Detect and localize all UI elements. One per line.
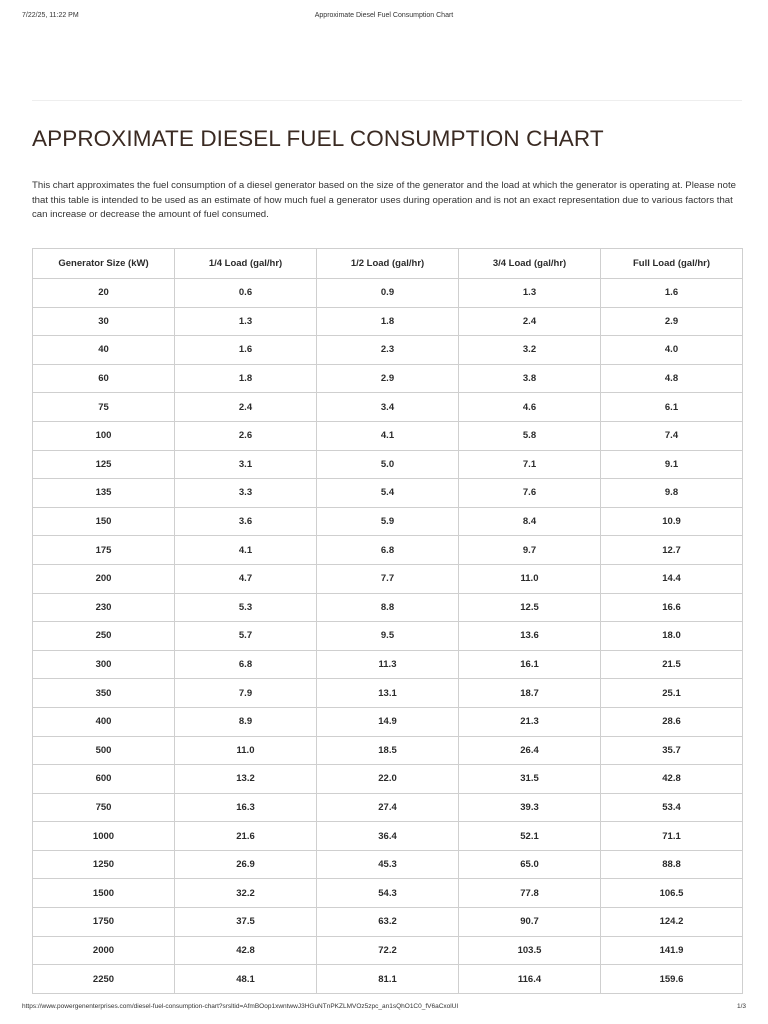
- fuel-rate-cell: 106.5: [601, 879, 743, 908]
- table-row: [33, 822, 743, 851]
- fuel-rate-cell: 88.8: [601, 850, 743, 879]
- column-header: 1/4 Load (gal/hr): [175, 249, 317, 279]
- fuel-rate-cell: 159.6: [601, 965, 743, 994]
- column-header: 3/4 Load (gal/hr): [459, 249, 601, 279]
- fuel-rate-cell: 16.6: [601, 593, 743, 622]
- table-row: [33, 765, 743, 794]
- fuel-rate-cell: 1.8: [317, 307, 459, 336]
- fuel-rate-cell: 1.3: [175, 307, 317, 336]
- fuel-rate-cell: 12.7: [601, 536, 743, 565]
- fuel-rate-cell: 27.4: [317, 793, 459, 822]
- fuel-rate-cell: 5.0: [317, 450, 459, 479]
- fuel-rate-cell: 3.3: [175, 479, 317, 508]
- generator-size-cell: 750: [33, 793, 175, 822]
- fuel-rate-cell: 18.5: [317, 736, 459, 765]
- column-header: Generator Size (kW): [33, 249, 175, 279]
- fuel-rate-cell: 6.8: [317, 536, 459, 565]
- fuel-rate-cell: 1.6: [175, 336, 317, 365]
- fuel-rate-cell: 6.8: [175, 650, 317, 679]
- generator-size-cell: 300: [33, 650, 175, 679]
- page-number: 1/3: [736, 1003, 746, 1010]
- fuel-rate-cell: 8.9: [175, 707, 317, 736]
- table-row: [33, 736, 743, 765]
- fuel-rate-cell: 9.8: [601, 479, 743, 508]
- fuel-rate-cell: 18.0: [601, 622, 743, 651]
- fuel-rate-cell: 5.7: [175, 622, 317, 651]
- generator-size-cell: 40: [33, 336, 175, 365]
- table-row: [33, 879, 743, 908]
- fuel-rate-cell: 63.2: [317, 908, 459, 937]
- fuel-rate-cell: 2.6: [175, 421, 317, 450]
- generator-size-cell: 125: [33, 450, 175, 479]
- fuel-rate-cell: 6.1: [601, 393, 743, 422]
- print-header: [0, 10, 768, 24]
- fuel-rate-cell: 65.0: [459, 850, 601, 879]
- fuel-rate-cell: 0.6: [175, 279, 317, 308]
- table-row: [33, 279, 743, 308]
- fuel-rate-cell: 124.2: [601, 908, 743, 937]
- table-row: [33, 536, 743, 565]
- generator-size-cell: 135: [33, 479, 175, 508]
- fuel-rate-cell: 7.9: [175, 679, 317, 708]
- fuel-rate-cell: 54.3: [317, 879, 459, 908]
- fuel-rate-cell: 39.3: [459, 793, 601, 822]
- fuel-rate-cell: 5.3: [175, 593, 317, 622]
- table-row: [33, 450, 743, 479]
- fuel-rate-cell: 9.1: [601, 450, 743, 479]
- fuel-rate-cell: 21.5: [601, 650, 743, 679]
- fuel-rate-cell: 45.3: [317, 850, 459, 879]
- table-row: [33, 393, 743, 422]
- fuel-rate-cell: 4.6: [459, 393, 601, 422]
- table-row: [33, 793, 743, 822]
- fuel-rate-cell: 28.6: [601, 707, 743, 736]
- table-row: [33, 936, 743, 965]
- fuel-rate-cell: 3.4: [317, 393, 459, 422]
- fuel-rate-cell: 13.6: [459, 622, 601, 651]
- column-header: Full Load (gal/hr): [601, 249, 743, 279]
- generator-size-cell: 75: [33, 393, 175, 422]
- table-row: [33, 507, 743, 536]
- table-row: [33, 622, 743, 651]
- generator-size-cell: 175: [33, 536, 175, 565]
- generator-size-cell: 150: [33, 507, 175, 536]
- column-header: 1/2 Load (gal/hr): [317, 249, 459, 279]
- intro-paragraph: This chart approximates the fuel consumption of a diesel generator based on the size of the generator and the load at which the generator is operating at. Please note that this table is intended to be used as an estimate of how much fuel a generator uses during operation and is not an exact representation due to various factors that can increase or decrease the amount of fuel consumed.: [32, 180, 736, 220]
- fuel-rate-cell: 141.9: [601, 936, 743, 965]
- fuel-rate-cell: 16.1: [459, 650, 601, 679]
- generator-size-cell: 2000: [33, 936, 175, 965]
- fuel-rate-cell: 42.8: [601, 765, 743, 794]
- fuel-consumption-table: [32, 248, 743, 994]
- table-header-row: [33, 249, 743, 279]
- generator-size-cell: 1750: [33, 908, 175, 937]
- fuel-rate-cell: 71.1: [601, 822, 743, 851]
- fuel-rate-cell: 36.4: [317, 822, 459, 851]
- generator-size-cell: 1250: [33, 850, 175, 879]
- fuel-rate-cell: 3.2: [459, 336, 601, 365]
- print-datetime: 7/22/25, 11:22 PM: [22, 12, 79, 19]
- fuel-rate-cell: 77.8: [459, 879, 601, 908]
- fuel-rate-cell: 7.6: [459, 479, 601, 508]
- generator-size-cell: 250: [33, 622, 175, 651]
- fuel-rate-cell: 18.7: [459, 679, 601, 708]
- fuel-rate-cell: 9.5: [317, 622, 459, 651]
- table-row: [33, 364, 743, 393]
- fuel-rate-cell: 16.3: [175, 793, 317, 822]
- fuel-rate-cell: 7.7: [317, 564, 459, 593]
- fuel-rate-cell: 116.4: [459, 965, 601, 994]
- fuel-rate-cell: 0.9: [317, 279, 459, 308]
- fuel-rate-cell: 4.0: [601, 336, 743, 365]
- generator-size-cell: 350: [33, 679, 175, 708]
- fuel-rate-cell: 14.4: [601, 564, 743, 593]
- fuel-rate-cell: 11.3: [317, 650, 459, 679]
- print-page-title: Approximate Diesel Fuel Consumption Chart: [314, 12, 454, 19]
- header-divider: [32, 100, 742, 101]
- fuel-rate-cell: 5.4: [317, 479, 459, 508]
- fuel-rate-cell: 4.1: [317, 421, 459, 450]
- table-row: [33, 336, 743, 365]
- fuel-rate-cell: 13.2: [175, 765, 317, 794]
- fuel-rate-cell: 2.9: [601, 307, 743, 336]
- fuel-rate-cell: 2.4: [459, 307, 601, 336]
- fuel-rate-cell: 2.3: [317, 336, 459, 365]
- fuel-rate-cell: 52.1: [459, 822, 601, 851]
- fuel-rate-cell: 22.0: [317, 765, 459, 794]
- table-body: [33, 279, 743, 994]
- fuel-rate-cell: 8.4: [459, 507, 601, 536]
- fuel-rate-cell: 81.1: [317, 965, 459, 994]
- table-row: [33, 679, 743, 708]
- table-row: [33, 421, 743, 450]
- fuel-rate-cell: 3.8: [459, 364, 601, 393]
- fuel-rate-cell: 90.7: [459, 908, 601, 937]
- table-row: [33, 908, 743, 937]
- generator-size-cell: 200: [33, 564, 175, 593]
- table-row: [33, 850, 743, 879]
- fuel-rate-cell: 7.4: [601, 421, 743, 450]
- table-row: [33, 564, 743, 593]
- fuel-rate-cell: 7.1: [459, 450, 601, 479]
- page-title: APPROXIMATE DIESEL FUEL CONSUMPTION CHART: [32, 126, 604, 151]
- fuel-rate-cell: 25.1: [601, 679, 743, 708]
- fuel-rate-cell: 21.6: [175, 822, 317, 851]
- fuel-rate-cell: 53.4: [601, 793, 743, 822]
- fuel-rate-cell: 26.9: [175, 850, 317, 879]
- table-row: [33, 307, 743, 336]
- fuel-rate-cell: 3.6: [175, 507, 317, 536]
- generator-size-cell: 1500: [33, 879, 175, 908]
- fuel-rate-cell: 4.7: [175, 564, 317, 593]
- generator-size-cell: 400: [33, 707, 175, 736]
- table-row: [33, 707, 743, 736]
- fuel-rate-cell: 11.0: [459, 564, 601, 593]
- fuel-rate-cell: 14.9: [317, 707, 459, 736]
- generator-size-cell: 230: [33, 593, 175, 622]
- fuel-rate-cell: 103.5: [459, 936, 601, 965]
- fuel-rate-cell: 3.1: [175, 450, 317, 479]
- fuel-rate-cell: 37.5: [175, 908, 317, 937]
- fuel-rate-cell: 21.3: [459, 707, 601, 736]
- generator-size-cell: 30: [33, 307, 175, 336]
- fuel-rate-cell: 26.4: [459, 736, 601, 765]
- fuel-rate-cell: 72.2: [317, 936, 459, 965]
- generator-size-cell: 60: [33, 364, 175, 393]
- generator-size-cell: 1000: [33, 822, 175, 851]
- fuel-rate-cell: 10.9: [601, 507, 743, 536]
- fuel-rate-cell: 4.1: [175, 536, 317, 565]
- fuel-rate-cell: 42.8: [175, 936, 317, 965]
- fuel-rate-cell: 32.2: [175, 879, 317, 908]
- fuel-rate-cell: 5.8: [459, 421, 601, 450]
- fuel-rate-cell: 1.8: [175, 364, 317, 393]
- fuel-rate-cell: 1.3: [459, 279, 601, 308]
- generator-size-cell: 100: [33, 421, 175, 450]
- generator-size-cell: 600: [33, 765, 175, 794]
- print-footer: [0, 1003, 768, 1015]
- generator-size-cell: 2250: [33, 965, 175, 994]
- print-url: https://www.powergenenterprises.com/diesel-fuel-consumption-chart?srsltid=AfmBOop1xwntwwJ3HGuNTnPKZLMVOz5zpc_an1sQhO1C0_fV6aCxolUI: [22, 1003, 459, 1010]
- generator-size-cell: 20: [33, 279, 175, 308]
- fuel-rate-cell: 1.6: [601, 279, 743, 308]
- fuel-rate-cell: 9.7: [459, 536, 601, 565]
- fuel-rate-cell: 8.8: [317, 593, 459, 622]
- fuel-rate-cell: 11.0: [175, 736, 317, 765]
- table-row: [33, 965, 743, 994]
- table-row: [33, 479, 743, 508]
- generator-size-cell: 500: [33, 736, 175, 765]
- fuel-rate-cell: 4.8: [601, 364, 743, 393]
- fuel-rate-cell: 13.1: [317, 679, 459, 708]
- fuel-rate-cell: 31.5: [459, 765, 601, 794]
- fuel-rate-cell: 12.5: [459, 593, 601, 622]
- table-row: [33, 650, 743, 679]
- fuel-rate-cell: 35.7: [601, 736, 743, 765]
- fuel-rate-cell: 2.9: [317, 364, 459, 393]
- fuel-rate-cell: 2.4: [175, 393, 317, 422]
- table-row: [33, 593, 743, 622]
- fuel-rate-cell: 48.1: [175, 965, 317, 994]
- fuel-rate-cell: 5.9: [317, 507, 459, 536]
